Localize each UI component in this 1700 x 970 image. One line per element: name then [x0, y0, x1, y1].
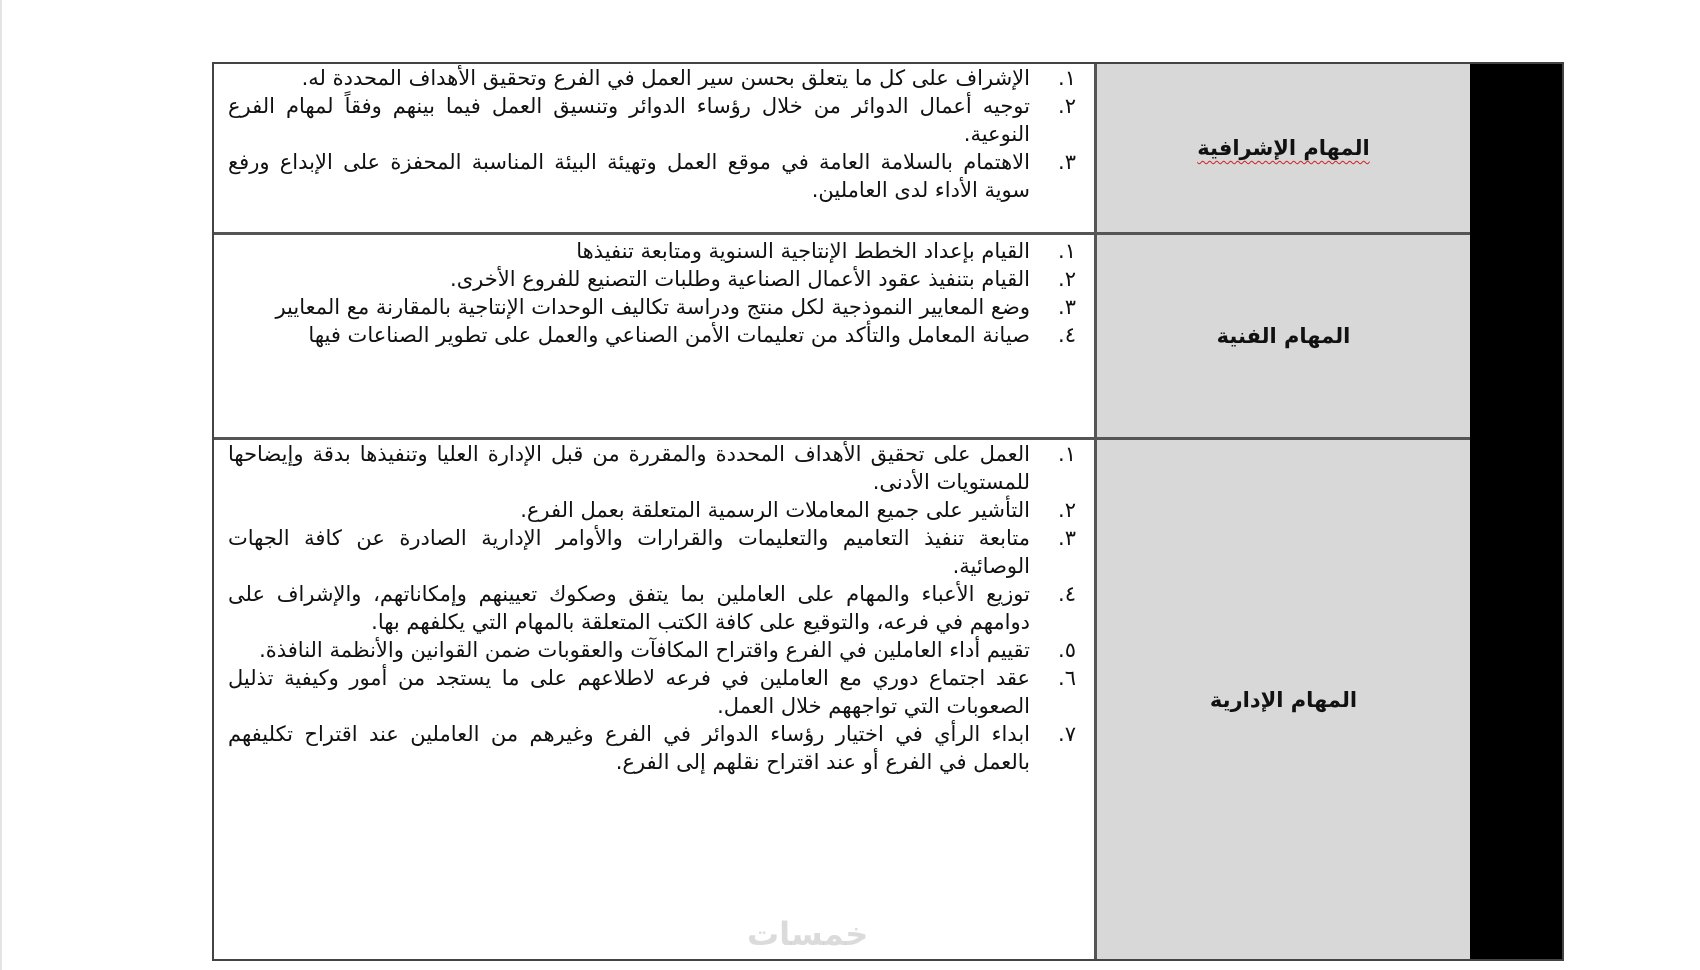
- technical-items-cell: [214, 235, 1094, 437]
- list-item: [228, 237, 1076, 265]
- item-number: ٣.: [1058, 295, 1076, 319]
- item-text: وضع المعايير النموذجية لكل منتج ودراسة تكاليف الوحدات الإنتاجية بالمقارنة مع المعايير: [275, 295, 1030, 319]
- item-number: ٤.: [1058, 582, 1076, 606]
- black-side-band: [1468, 64, 1562, 959]
- list-item: [228, 636, 1076, 664]
- item-text: القيام بتنفيذ عقود الأعمال الصناعية وطلبات التصنيع للفروع الأخرى.: [450, 267, 1030, 291]
- list-item: [228, 321, 1076, 349]
- item-number: ٣.: [1058, 526, 1076, 550]
- list-item: [228, 64, 1076, 92]
- item-number: ١.: [1058, 442, 1076, 466]
- item-text: القيام بإعداد الخطط الإنتاجية السنوية ومتابعة تنفيذها: [576, 239, 1030, 263]
- watermark-text: خمسات: [747, 915, 869, 953]
- technical-duties-row: [214, 232, 1470, 437]
- item-number: ٦.: [1058, 666, 1076, 690]
- list-item: [228, 664, 1076, 720]
- administrative-heading: المهام الإدارية: [1209, 687, 1358, 712]
- supervisory-heading: المهام الإشرافية: [1197, 136, 1370, 160]
- item-text: تقييم أداء العاملين في الفرع واقتراح المكافآت والعقوبات ضمن القوانين والأنظمة النافذة.: [259, 638, 1030, 662]
- supervisory-heading-cell: [1094, 64, 1470, 232]
- list-item: [228, 440, 1076, 496]
- item-text: الإشراف على كل ما يتعلق بحسن سير العمل في الفرع وتحقيق الأهداف المحددة له.: [301, 66, 1030, 90]
- item-text: العمل على تحقيق الأهداف المحددة والمقررة من قبل الإدارة العليا وتنفيذها بدقة وإيضاحها للمستويات الأدنى.: [228, 442, 1030, 494]
- duties-table: [212, 62, 1564, 961]
- administrative-duties-row: [214, 437, 1470, 959]
- item-text: صيانة المعامل والتأكد من تعليمات الأمن الصناعي والعمل على تطوير الصناعات فيها: [308, 323, 1030, 347]
- item-number: ٥.: [1058, 638, 1076, 662]
- supervisory-items-cell: [214, 64, 1094, 232]
- list-item: [228, 580, 1076, 636]
- list-item: [228, 524, 1076, 580]
- technical-heading: المهام الفنية: [1216, 324, 1351, 348]
- item-text: التأشير على جميع المعاملات الرسمية المتعلقة بعمل الفرع.: [520, 498, 1030, 522]
- item-number: ٢.: [1058, 267, 1076, 291]
- item-number: ٣.: [1058, 150, 1076, 174]
- list-item: [228, 92, 1076, 148]
- item-number: ١.: [1058, 239, 1076, 263]
- item-number: ٧.: [1058, 722, 1076, 746]
- list-item: [228, 148, 1076, 204]
- list-item: [228, 720, 1076, 776]
- list-item: [228, 496, 1076, 524]
- item-text: توزيع الأعباء والمهام على العاملين بما يتفق وصكوك تعيينهم وإمكاناتهم، والإشراف على دوامهم في فرعه، والتوقيع على كافة الكتب المتعلقة بالمهام التي يكلفهم بها.: [228, 582, 1030, 634]
- list-item: [228, 265, 1076, 293]
- administrative-heading-cell: [1094, 440, 1470, 959]
- administrative-items-cell: [214, 440, 1094, 959]
- item-number: ٢.: [1058, 498, 1076, 522]
- item-number: ١.: [1058, 66, 1076, 90]
- item-number: ٢.: [1058, 94, 1076, 118]
- supervisory-duties-row: [214, 64, 1470, 232]
- item-text: الاهتمام بالسلامة العامة في موقع العمل وتهيئة البيئة المناسبة المحفزة على الإبداع ورفع سوية الأداء لدى العاملين.: [228, 150, 1030, 202]
- item-number: ٤.: [1058, 323, 1076, 347]
- technical-heading-cell: [1094, 235, 1470, 437]
- item-text: توجيه أعمال الدوائر من خلال رؤساء الدوائر وتنسيق العمل فيما بينهم وفقاً لمهام الفرع النوعية.: [228, 94, 1030, 146]
- item-text: متابعة تنفيذ التعاميم والتعليمات والقرارات والأوامر الإدارية الصادرة عن كافة الجهات الوصائية.: [228, 526, 1030, 578]
- item-text: ابداء الرأي في اختيار رؤساء الدوائر في الفرع وغيرهم من العاملين عند اقتراح تكليفهم بالعمل في الفرع أو عند اقتراح نقلهم إلى الفرع.: [228, 722, 1030, 774]
- list-item: [228, 293, 1076, 321]
- item-text: عقد اجتماع دوري مع العاملين في فرعه لاطلاعهم على ما يستجد من أمور وكيفية تذليل الصعوبات التي تواجههم خلال العمل.: [228, 666, 1030, 718]
